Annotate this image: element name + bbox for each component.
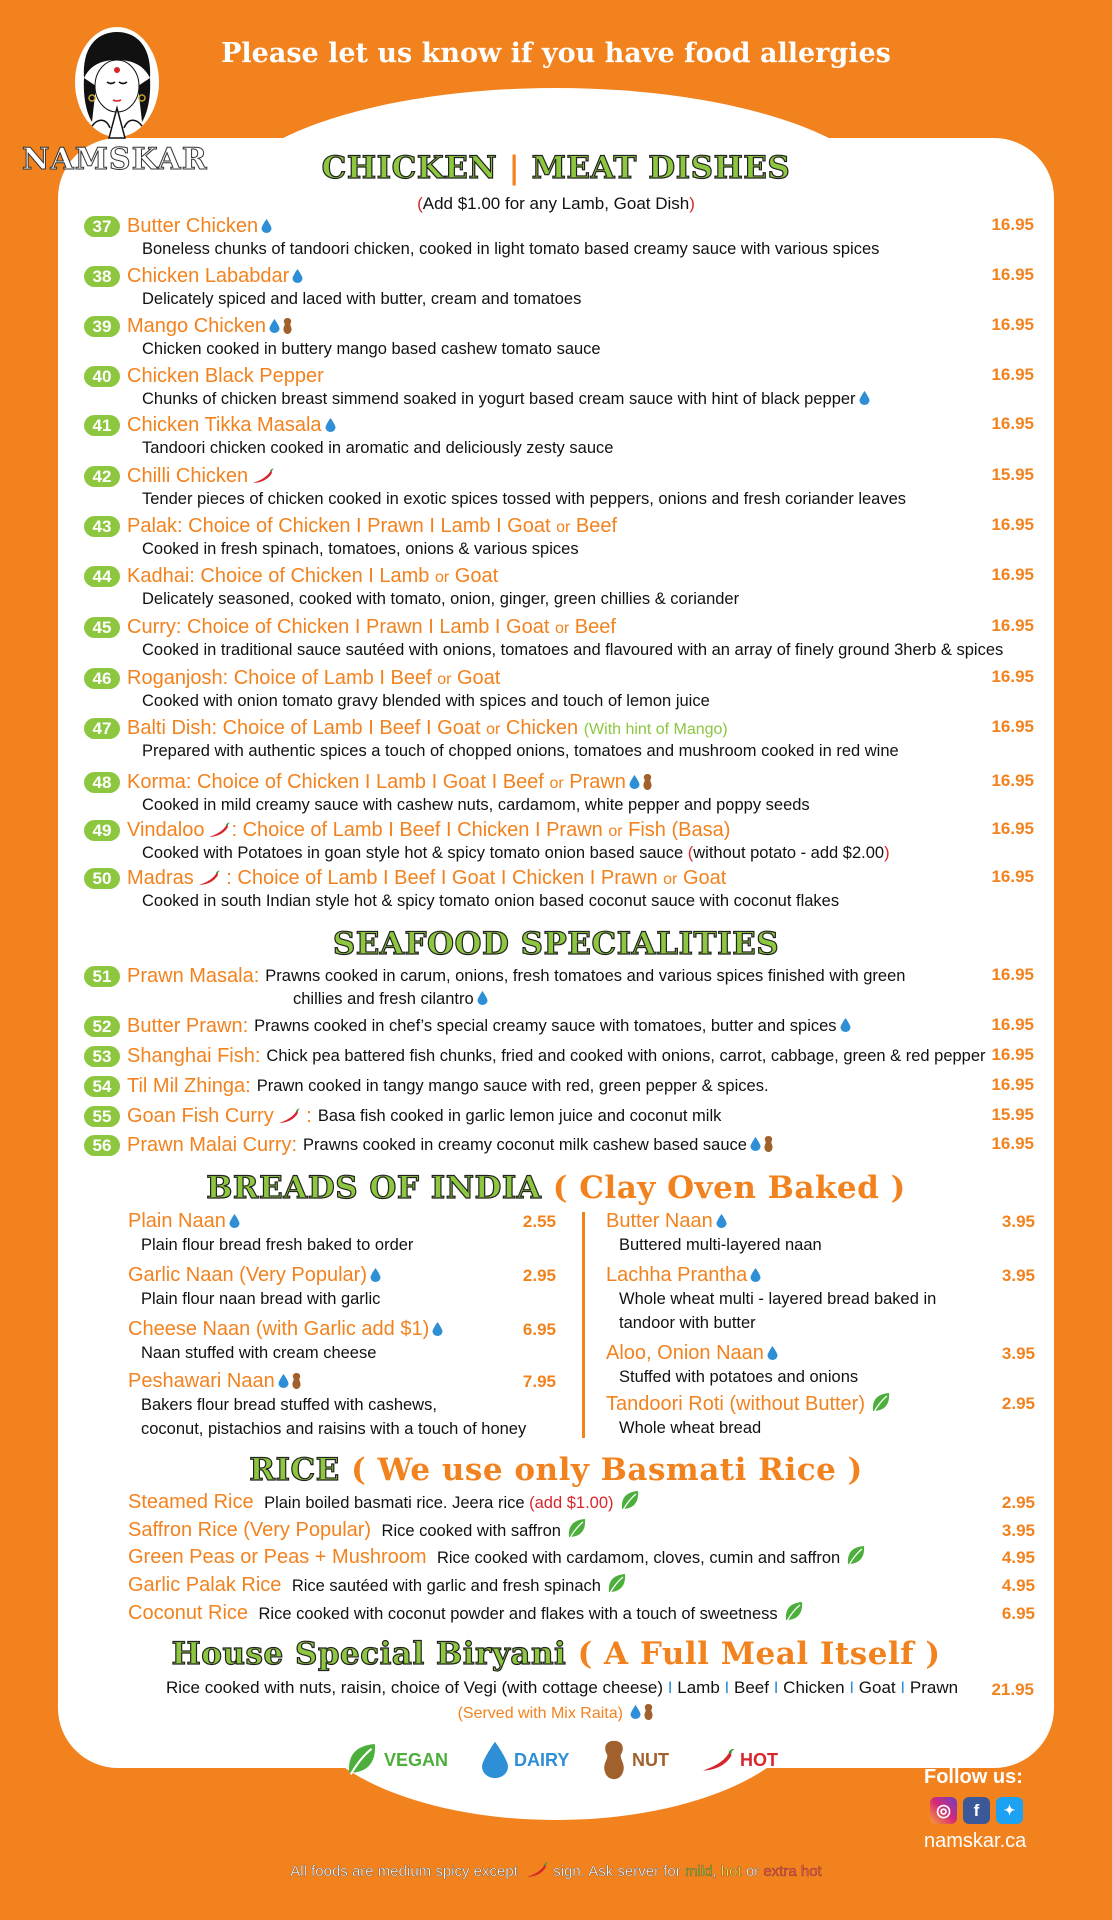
- item-price: 16.95: [991, 867, 1034, 886]
- rice-description: Rice cooked with cardamom, cloves, cumin and saffron: [437, 1549, 866, 1567]
- item-description: Cooked in mild creamy sauce with cashew nuts, cardamom, white pepper and poppy seeds: [142, 796, 810, 814]
- item-number: 37: [84, 216, 120, 237]
- nut-icon: [643, 1704, 654, 1720]
- rice-description: Rice cooked with saffron: [382, 1522, 587, 1540]
- rice-description: Rice sautéed with garlic and fresh spinach: [292, 1577, 627, 1595]
- biryani-description: Rice cooked with nuts, raisin, choice of Vegi (with cottage cheese) I Lamb I Beef I Chicken I Goat I Prawn: [166, 1678, 959, 1697]
- dairy-icon: [859, 391, 870, 405]
- item-price: 16.95: [991, 965, 1034, 984]
- item-name: Butter Chicken: [127, 215, 272, 238]
- menu-item: [84, 564, 1034, 610]
- item-price: 16.95: [991, 1045, 1034, 1064]
- bread-description: Plain flour bread fresh baked to order: [141, 1236, 414, 1254]
- item-number: 51: [84, 966, 120, 987]
- vegan-leaf-icon: [620, 1490, 640, 1512]
- item-name: Goan Fish Curry :: [127, 1104, 312, 1127]
- section-title-breads: BREADS OF INDIA ( Clay Oven Baked ): [206, 1170, 906, 1206]
- rice-price: 6.95: [1001, 1604, 1035, 1623]
- dairy-icon: [750, 1268, 761, 1282]
- dairy-icon: [370, 1268, 381, 1282]
- rice-name: Saffron Rice (Very Popular): [128, 1519, 372, 1541]
- bread-description: Buttered multi-layered naan: [619, 1236, 822, 1254]
- nut-icon: [291, 1373, 302, 1389]
- hot-chili-icon: [251, 468, 275, 484]
- item-description: Cooked with onion tomato gravy blended with spices and touch of lemon juice: [142, 692, 710, 710]
- nut-icon: [763, 1136, 774, 1152]
- menu-item: [84, 464, 1034, 510]
- item-description: Basa fish cooked in garlic lemon juice and coconut milk: [317, 1106, 722, 1125]
- dairy-icon: [261, 219, 272, 233]
- item-name: Palak: Choice of Chicken I Prawn I Lamb I Goat or Beef: [127, 514, 618, 537]
- item-name: Korma: Choice of Chicken I Lamb I Goat I Beef or Prawn: [127, 771, 653, 794]
- item-price: 16.95: [991, 1015, 1034, 1034]
- title-meat-dishes: MEAT DISHES: [531, 150, 791, 186]
- bread-name: Plain Naan: [128, 1210, 556, 1233]
- website-link[interactable]: namskar.ca: [924, 1830, 1027, 1852]
- item-description: Tandoori chicken cooked in aromatic and deliciously zesty sauce: [142, 439, 614, 457]
- facebook-icon[interactable]: f: [963, 1797, 990, 1824]
- section-title-seafood: SEAFOOD SPECIALITIES: [332, 926, 780, 962]
- item-name: Chicken Lababdar: [127, 265, 303, 288]
- item-description: Prawns cooked in creamy coconut milk cashew based sauce: [303, 1136, 774, 1155]
- bread-item: [128, 1370, 556, 1441]
- menu-item: [84, 514, 1034, 560]
- title-divider: |: [508, 150, 521, 186]
- rice-name: Green Peas or Peas + Mushroom: [128, 1546, 427, 1568]
- menu-item: [84, 413, 1034, 459]
- vegan-leaf-icon: [871, 1392, 891, 1414]
- item-price: 16.95: [991, 771, 1034, 790]
- item-name: Prawn Masala:: [127, 964, 260, 987]
- item-price: 16.95: [991, 215, 1034, 234]
- hot-chili-icon: [207, 822, 231, 838]
- bread-item: [606, 1392, 1035, 1440]
- item-description: Delicately seasoned, cooked with tomato, onion, ginger, green chillies & coriander: [142, 590, 740, 608]
- item-description: Tender pieces of chicken cooked in exotic spices tossed with peppers, onions and fresh coriander leaves: [142, 490, 907, 508]
- bread-item: [128, 1210, 556, 1257]
- namaste-woman-icon: [74, 26, 160, 144]
- item-number: 55: [84, 1106, 120, 1127]
- bread-description: Bakers flour bread stuffed with cashews,: [141, 1396, 437, 1414]
- item-description: Boneless chunks of tandoori chicken, cooked in light tomato based creamy sauce with various spices: [142, 240, 880, 258]
- bread-name: Peshawari Naan: [128, 1370, 556, 1393]
- bread-description: Plain flour naan bread with garlic: [141, 1290, 381, 1308]
- dairy-icon: [750, 1137, 761, 1151]
- menu-item: [84, 1074, 1034, 1098]
- item-description: Chick pea battered fish chunks, fried and cooked with onions, carrot, cabbage, green & red pepper: [266, 1046, 986, 1065]
- rice-description: Rice cooked with coconut powder and flakes with a touch of sweetness: [259, 1605, 804, 1623]
- section-title-rice: RICE ( We use only Basmati Rice ): [249, 1452, 863, 1488]
- bread-name: Lachha Prantha: [606, 1264, 1035, 1287]
- item-price: 16.95: [991, 315, 1034, 334]
- item-description: Chicken cooked in buttery mango based cashew tomato sauce: [142, 340, 601, 358]
- legend-hot: HOT: [700, 1738, 778, 1782]
- dairy-icon: [269, 319, 280, 333]
- dairy-icon: [278, 1374, 289, 1388]
- menu-item: [84, 770, 1034, 816]
- item-price: 16.95: [991, 819, 1034, 838]
- item-price: 16.95: [991, 515, 1034, 534]
- rice-price: 2.95: [1001, 1493, 1035, 1512]
- bread-name: Aloo, Onion Naan: [606, 1342, 1035, 1365]
- spice-footer-note: All foods are medium spicy except sign. Ask server for mild, hot or extra hot: [290, 1863, 822, 1880]
- rice-name: Coconut Rice: [128, 1602, 249, 1624]
- bread-description: Stuffed with potatoes and onions: [619, 1368, 859, 1386]
- item-name: Butter Prawn:: [127, 1014, 249, 1037]
- hot-chili-icon: [197, 870, 221, 886]
- item-name: Roganjosh: Choice of Lamb I Beef or Goat: [127, 666, 501, 689]
- item-number: 47: [84, 718, 120, 739]
- menu-item: [84, 1133, 1034, 1157]
- menu-item: [84, 364, 1034, 410]
- item-description: Prepared with authentic spices a touch of chopped onions, tomatoes and mushroom cooked in red wine: [142, 742, 899, 760]
- social-links: [930, 1797, 1023, 1824]
- item-name: Til Mil Zhinga:: [127, 1074, 251, 1097]
- bread-item: [606, 1264, 1035, 1335]
- item-price: 16.95: [991, 717, 1034, 736]
- bread-item: [128, 1264, 556, 1311]
- bread-description-cont: tandoor with butter: [619, 1314, 756, 1332]
- biryani-raita-note: (Served with Mix Raita): [0, 1704, 1112, 1723]
- legend-nut: NUT: [602, 1738, 669, 1782]
- item-name: Vindaloo : Choice of Lamb I Beef I Chicken I Prawn or Fish (Basa): [127, 818, 731, 841]
- dairy-icon: [229, 1214, 240, 1228]
- bread-price: 3.95: [1001, 1344, 1035, 1363]
- menu-item: [84, 264, 1034, 310]
- bread-price: 2.95: [1001, 1394, 1035, 1413]
- item-price: 16.95: [991, 265, 1034, 284]
- menu-item: [84, 818, 1034, 864]
- item-number: 45: [84, 617, 120, 638]
- lamb-goat-note: (Add $1.00 for any Lamb, Goat Dish): [417, 194, 695, 213]
- breads-divider: [582, 1212, 585, 1438]
- item-price: 16.95: [991, 565, 1034, 584]
- bread-name: Butter Naan: [606, 1210, 1035, 1233]
- item-name: Chilli Chicken: [127, 465, 275, 488]
- item-number: 49: [84, 820, 120, 841]
- menu-item: [84, 666, 1034, 712]
- menu-item: [84, 1044, 1034, 1068]
- item-name: Madras : Choice of Lamb I Beef I Goat I Chicken I Prawn or Goat: [127, 866, 727, 889]
- item-price: 15.95: [991, 1105, 1034, 1124]
- menu-item: [84, 615, 1034, 661]
- rice-price: 4.95: [1001, 1548, 1035, 1567]
- item-price: 16.95: [991, 365, 1034, 384]
- item-price: 16.95: [991, 414, 1034, 433]
- dairy-icon: [477, 991, 488, 1005]
- dairy-icon: [432, 1322, 443, 1336]
- dairy-icon: [716, 1214, 727, 1228]
- item-name: Curry: Choice of Chicken I Prawn I Lamb I Goat or Beef: [127, 615, 616, 638]
- menu-item: [84, 1014, 1034, 1038]
- item-number: 54: [84, 1076, 120, 1097]
- dairy-icon: [840, 1018, 851, 1032]
- item-number: 50: [84, 868, 120, 889]
- item-name: Shanghai Fish:: [127, 1044, 261, 1067]
- item-description: Cooked in traditional sauce sautéed with onions, tomatoes and flavoured with an array of finely ground 3herb & spices: [142, 641, 1004, 659]
- rice-item: [128, 1518, 1035, 1542]
- biryani-price: 21.95: [991, 1680, 1034, 1699]
- item-name: Balti Dish: Choice of Lamb I Beef I Goat or Chicken (With hint of Mango): [127, 716, 728, 739]
- bread-description: Whole wheat bread: [619, 1419, 762, 1437]
- item-name: Mango Chicken: [127, 315, 293, 338]
- bread-item: [606, 1210, 1035, 1257]
- vegan-leaf-icon: [846, 1545, 866, 1567]
- dairy-icon: [767, 1346, 778, 1360]
- bread-description: Whole wheat multi - layered bread baked in: [619, 1290, 937, 1308]
- item-description: Cooked in south Indian style hot & spicy tomato onion based coconut sauce with coconut flakes: [142, 892, 840, 910]
- bread-price: 2.95: [522, 1266, 556, 1285]
- vegan-leaf-icon: [346, 1740, 378, 1780]
- rice-price: 4.95: [1001, 1576, 1035, 1595]
- item-number: 41: [84, 415, 120, 436]
- item-number: 53: [84, 1046, 120, 1067]
- follow-us-label: Follow us:: [924, 1766, 1023, 1788]
- menu-item: [84, 1104, 1034, 1128]
- bread-name: Garlic Naan (Very Popular): [128, 1264, 556, 1287]
- item-number: 52: [84, 1016, 120, 1037]
- item-number: 46: [84, 668, 120, 689]
- menu-item: [84, 866, 1034, 912]
- item-number: 40: [84, 366, 120, 387]
- rice-item: [128, 1573, 1035, 1597]
- bread-name: Cheese Naan (with Garlic add $1): [128, 1318, 556, 1341]
- twitter-icon[interactable]: ✦: [996, 1797, 1023, 1824]
- item-name: Kadhai: Choice of Chicken I Lamb or Goat: [127, 564, 499, 587]
- menu-item: [84, 964, 1034, 1010]
- rice-name: Garlic Palak Rice: [128, 1574, 282, 1596]
- item-price: 15.95: [991, 465, 1034, 484]
- menu-item: [84, 716, 1034, 762]
- menu-panel-arch-top: [220, 88, 892, 208]
- vegan-leaf-icon: [567, 1518, 587, 1540]
- item-number: 38: [84, 266, 120, 287]
- vegan-leaf-icon: [607, 1573, 627, 1595]
- item-description: Prawns cooked in carum, onions, fresh tomatoes and various spices finished with green: [265, 966, 906, 985]
- dairy-icon: [629, 775, 640, 789]
- item-description-cont: chillies and fresh cilantro: [84, 988, 1034, 1010]
- rice-item: [128, 1545, 1035, 1569]
- item-number: 56: [84, 1135, 120, 1156]
- item-name: Chicken Black Pepper: [127, 364, 324, 387]
- item-number: 43: [84, 516, 120, 537]
- item-description: Chunks of chicken breast simmend soaked in yogurt based cream sauce with hint of black pepper: [84, 388, 1034, 410]
- hot-chili-icon: [277, 1108, 301, 1124]
- allergy-banner: Please let us know if you have food allergies: [221, 38, 891, 69]
- item-number: 44: [84, 566, 120, 587]
- item-description: Prawn cooked in tangy mango sauce with red, green pepper & spices.: [256, 1076, 769, 1095]
- bread-price: 6.95: [522, 1320, 556, 1339]
- bread-price: 3.95: [1001, 1266, 1035, 1285]
- bread-name: Tandoori Roti (without Butter): [606, 1392, 1035, 1416]
- item-description: Cooked in fresh spinach, tomatoes, onions & various spices: [142, 540, 579, 558]
- rice-name: Steamed Rice: [128, 1491, 254, 1513]
- chili-icon: [525, 1862, 549, 1878]
- rice-item: [128, 1490, 1035, 1514]
- item-description: Cooked with Potatoes in goan style hot & spicy tomato onion based sauce (without potato - add $2.00): [142, 844, 890, 862]
- bread-price: 2.55: [522, 1212, 556, 1231]
- item-number: 42: [84, 466, 120, 487]
- chili-pepper-icon: [700, 1747, 736, 1773]
- title-chicken: CHICKEN: [321, 150, 498, 186]
- section-title-chicken-meat: [0, 150, 1112, 186]
- legend-dairy: DAIRY: [482, 1738, 569, 1782]
- item-description: Delicately spiced and laced with butter, cream and tomatoes: [142, 290, 582, 308]
- item-price: 16.95: [991, 1075, 1034, 1094]
- legend-vegan: VEGAN: [346, 1738, 448, 1782]
- item-price: 16.95: [991, 616, 1034, 635]
- rice-price: 3.95: [1001, 1521, 1035, 1540]
- menu-item: [84, 314, 1034, 360]
- bread-price: 3.95: [1001, 1212, 1035, 1231]
- item-number: 48: [84, 772, 120, 793]
- nut-icon: [282, 318, 293, 334]
- dairy-drop-icon: [482, 1741, 508, 1779]
- dairy-icon: [630, 1705, 641, 1719]
- dairy-icon: [325, 418, 336, 432]
- bread-item: [606, 1342, 1035, 1389]
- menu-item: [84, 214, 1034, 260]
- nut-icon: [642, 774, 653, 790]
- instagram-icon[interactable]: ◎: [930, 1797, 957, 1824]
- item-number: 39: [84, 316, 120, 337]
- item-price: 16.95: [991, 1134, 1034, 1153]
- vegan-leaf-icon: [784, 1601, 804, 1623]
- rice-description: Plain boiled basmati rice. Jeera rice (add $1.00): [264, 1494, 639, 1512]
- bread-description: Naan stuffed with cream cheese: [141, 1344, 377, 1362]
- bread-item: [128, 1318, 556, 1365]
- item-name: Prawn Malai Curry:: [127, 1133, 298, 1156]
- item-description: Prawns cooked in chef’s special creamy sauce with tomatoes, butter and spices: [254, 1017, 850, 1036]
- item-price: 16.95: [991, 667, 1034, 686]
- peanut-icon: [602, 1740, 626, 1780]
- brand-name: NAMSKAR: [22, 142, 208, 177]
- bread-description-cont: coconut, pistachios and raisins with a touch of honey: [141, 1420, 527, 1438]
- bread-price: 7.95: [522, 1372, 556, 1391]
- rice-item: [128, 1601, 1035, 1625]
- section-title-biryani: House Special Biryani ( A Full Meal Itself ): [171, 1636, 941, 1672]
- item-name: Chicken Tikka Masala: [127, 414, 336, 437]
- dairy-icon: [292, 269, 303, 283]
